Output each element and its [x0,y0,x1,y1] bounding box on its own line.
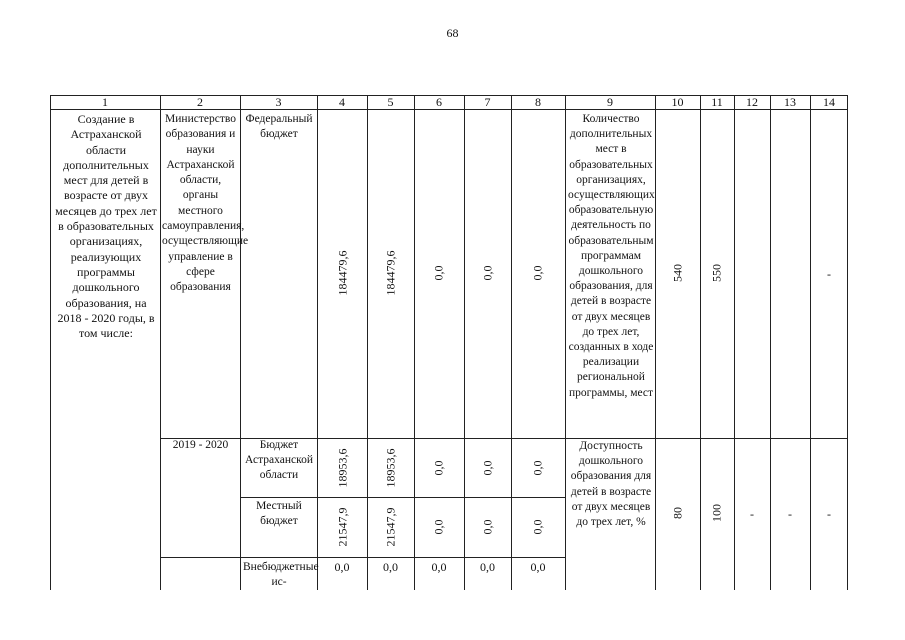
indicator-places: Количество дополнительных мест в образовательных организациях, осуществляющих образовательную деятельность по образовательным программам дошкольного образования, для детей в возрасте от двух месяцев до трех лет, созданных в ходе реализации региональной программы, мест [568,113,655,399]
local-2019: 0,0 [431,519,446,535]
header-col-6: 6 [436,95,442,109]
funding-source-extrabudgetary: Внебюджетные ис- [243,561,319,588]
availability-value-2020: 100 [709,504,724,522]
header-col-8: 8 [535,95,541,109]
header-col-13: 13 [784,95,796,109]
federal-extra: 0,0 [530,265,545,281]
regional-total: 18953,6 [335,448,350,488]
indicator-value-2020: 550 [709,264,724,282]
header-col-1: 1 [102,95,108,109]
local-2018: 21547,9 [383,507,398,547]
federal-total: 184479,6 [335,250,350,296]
funding-source-regional: Бюджет Астраханской области [244,439,313,481]
header-col-10: 10 [671,95,684,109]
activity-description: Создание в Астраханской области дополнительных мест для детей в возрасте от двух месяцев до трех лет в образовательных организациях, реализующих программы дошкольного образования, на 2018 - 2020 годы, в том числе: [55,112,157,341]
header-col-7: 7 [484,95,491,109]
extrabudgetary-2019: 0,0 [431,560,447,574]
extrabudgetary-2018: 0,0 [383,560,398,574]
header-col-12: 12 [746,95,758,109]
extrabudgetary-extra: 0,0 [530,560,546,574]
federal-2019: 0,0 [431,265,446,281]
header-col-2: 2 [197,95,203,109]
extrabudgetary-2020: 0,0 [480,560,495,574]
regional-2020: 0,0 [480,460,495,476]
local-extra: 0,0 [530,519,545,535]
federal-2020: 0,0 [480,265,495,281]
page-number: 68 [446,26,459,40]
availability-value-col14: - [827,507,831,521]
indicator-value-2019: 540 [670,264,685,282]
responsible-executor: Министерство образования и науки Астраханской области, органы местного самоуправления, осуществляющие управление в сфере образования [162,113,249,294]
header-col-5: 5 [387,95,394,109]
indicator-availability: Доступность дошкольного образования для детей в возрасте от двух месяцев до трех лет, % [570,440,652,529]
regional-2018: 18953,6 [383,448,398,488]
local-2020: 0,0 [480,519,495,535]
header-col-3: 3 [275,95,282,109]
indicator-value-col14: - [827,267,831,281]
funding-source-federal: Федеральный бюджет [245,113,313,141]
header-col-4: 4 [339,95,345,109]
availability-value-col13: - [788,507,792,521]
local-total: 21547,9 [335,507,350,547]
implementation-period: 2019 - 2020 [172,439,229,451]
availability-value-col12: - [750,507,754,521]
header-col-14: 14 [823,95,835,109]
funding-source-local: Местный бюджет [256,500,302,527]
availability-value-2019: 80 [670,507,685,519]
regional-extra: 0,0 [530,460,545,476]
program-table [50,95,848,590]
extrabudgetary-total: 0,0 [334,560,350,574]
header-col-11: 11 [711,95,723,109]
federal-2018: 184479,6 [383,250,398,296]
header-col-9: 9 [607,95,613,109]
regional-2019: 0,0 [431,460,446,476]
